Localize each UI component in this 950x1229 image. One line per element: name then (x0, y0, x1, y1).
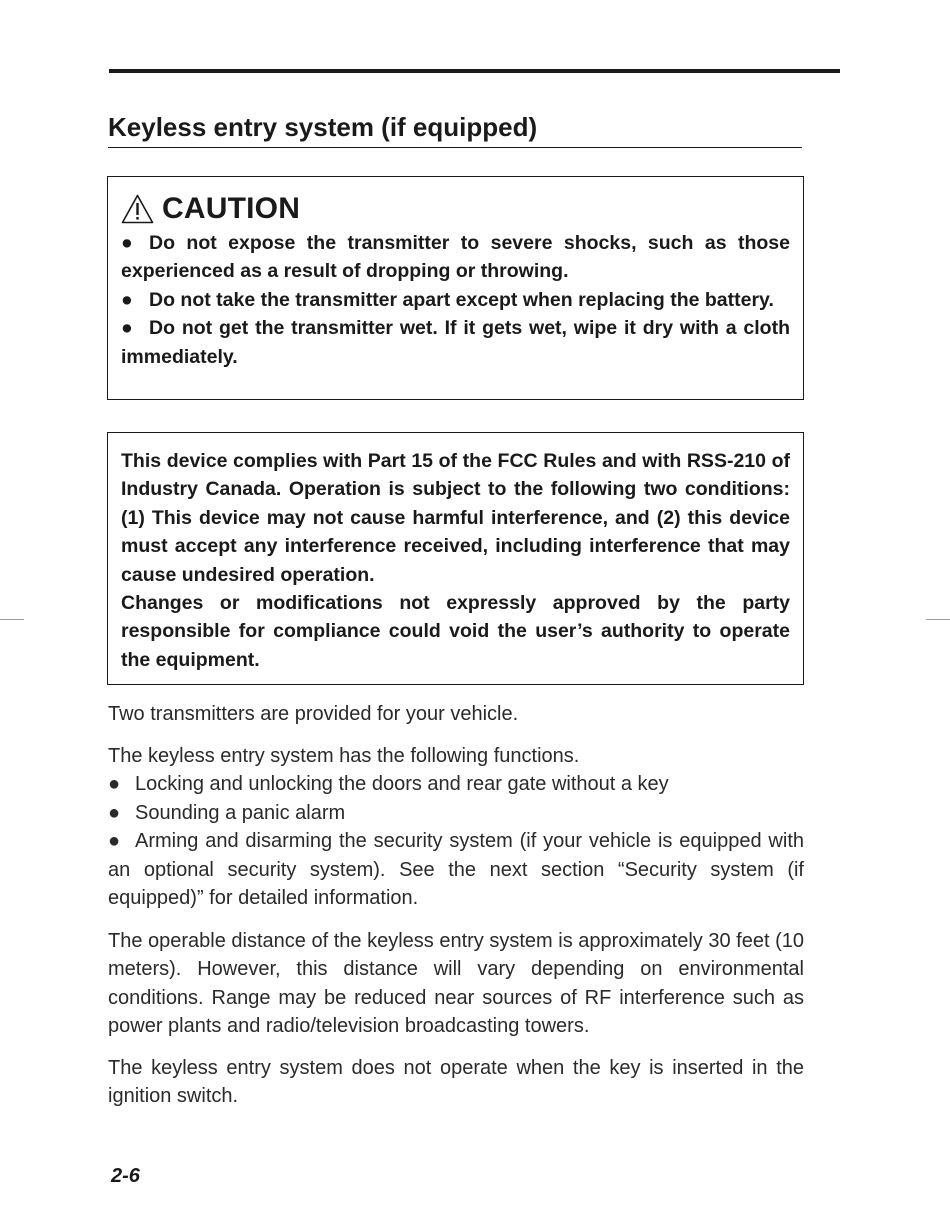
caution-item (121, 229, 790, 286)
function-item (108, 799, 804, 827)
crop-mark-right (926, 619, 950, 620)
caution-box (107, 176, 804, 400)
bullet-icon: ● (121, 317, 133, 340)
functions-intro: The keyless entry system has the following functions. (108, 745, 580, 767)
operable-distance-text: The operable distance of the keyless entry system is approximately 30 feet (10 meters). However, this distance will vary depending on environmental conditions. Range may be reduced near sources of RF interference such as power plants and radio/television broadcasting towers. (108, 930, 804, 1038)
caution-item-text: Do not expose the transmitter to severe shocks, such as those experienced as a result of dropping or throwing. (121, 232, 790, 283)
section-title: Keyless entry system (if equipped) (108, 110, 802, 148)
bullet-icon: ● (121, 288, 133, 311)
caution-item-text: Do not take the transmitter apart except when replacing the battery. (149, 288, 774, 311)
bullet-icon: ● (121, 232, 133, 254)
caution-list (121, 229, 790, 371)
transmitters-paragraph (108, 700, 804, 728)
fcc-modifications-text: Changes or modifications not expressly approved by the party responsible for compliance could void the user’s authority to operate the equipment. (121, 592, 790, 671)
bullet-icon: ● (108, 773, 121, 796)
ignition-note-paragraph (108, 1054, 804, 1111)
bullet-icon: ● (108, 801, 121, 824)
ignition-note-text: The keyless entry system does not operate when the key is inserted in the ignition switch. (108, 1057, 804, 1108)
caution-heading (121, 189, 790, 229)
function-item-text: Locking and unlocking the doors and rear gate without a key (135, 773, 669, 796)
function-item (108, 827, 804, 912)
caution-title: CAUTION (162, 192, 301, 225)
page-number: 2-6 (111, 1165, 140, 1187)
function-item (108, 770, 804, 798)
fcc-notice-box (107, 432, 804, 685)
caution-item (121, 286, 790, 314)
caution-item-text: Do not get the transmitter wet. If it gets wet, wipe it dry with a cloth immediately. (121, 317, 790, 368)
functions-section (108, 742, 804, 912)
bullet-icon: ● (108, 830, 121, 853)
caution-item (121, 314, 790, 371)
transmitters-text: Two transmitters are provided for your vehicle. (108, 703, 519, 725)
header-rule (109, 69, 840, 73)
operable-distance-paragraph (108, 927, 804, 1041)
fcc-compliance-text: This device complies with Part 15 of the FCC Rules and with RSS-210 of Industry Canada. Operation is subject to the following two conditions: (1) This device may not cause harmful interference, and (2) this device must accept any interference received, including interference that may cause undesired operation. (121, 450, 790, 586)
warning-triangle-icon (121, 194, 154, 224)
crop-mark-left (0, 619, 24, 620)
function-item-text: Arming and disarming the security system (if your vehicle is equipped with an optional security system). See the next section “Security system (if equipped)” for detailed information. (108, 830, 804, 910)
function-item-text: Sounding a panic alarm (135, 801, 346, 824)
